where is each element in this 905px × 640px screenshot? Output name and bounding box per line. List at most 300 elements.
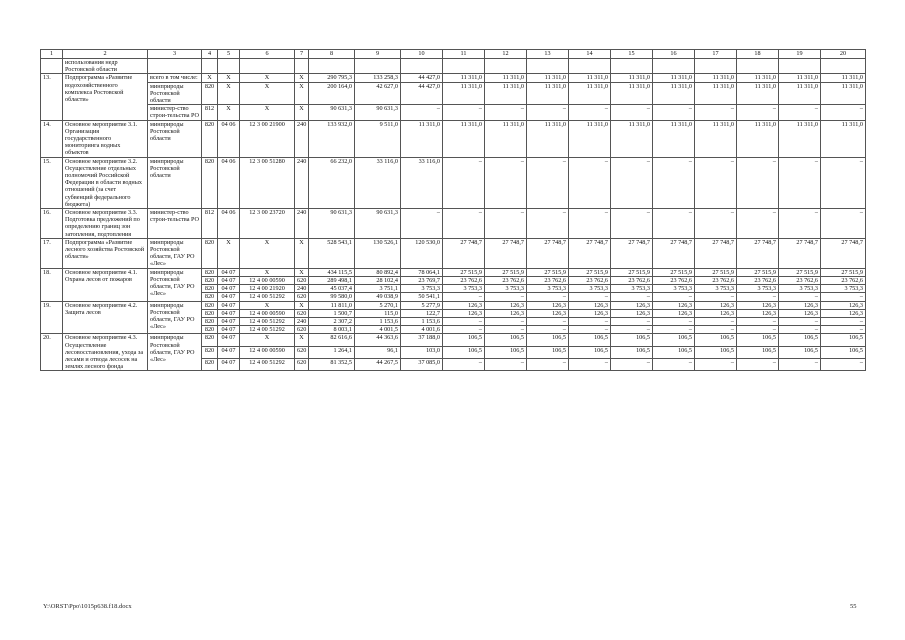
amount-cell: – [695, 358, 737, 370]
column-number: 9 [355, 50, 401, 59]
column-number: 20 [821, 50, 866, 59]
amount-cell: 11 311,0 [527, 82, 569, 105]
code-rzpr: X [218, 105, 240, 120]
table-row [41, 209, 866, 239]
amount-cell: 27 515,9 [653, 268, 695, 276]
empty-cell [527, 59, 569, 74]
amount-cell: – [821, 293, 866, 301]
amount-cell: – [485, 105, 527, 120]
amount-cell: 106,5 [527, 334, 569, 346]
amount-cell: – [527, 105, 569, 120]
amount-cell: – [779, 358, 821, 370]
amount-cell: 5 270,1 [355, 301, 401, 309]
code-vr: 240 [295, 209, 309, 239]
table-row [41, 120, 866, 157]
amount-cell: 106,5 [443, 346, 485, 358]
amount-cell: 3 753,3 [653, 285, 695, 293]
column-number: 14 [569, 50, 611, 59]
amount-cell: 27 748,7 [653, 238, 695, 268]
amount-cell: 27 515,9 [569, 268, 611, 276]
amount-cell: 28 102,4 [355, 276, 401, 284]
amount-cell: – [695, 293, 737, 301]
amount-cell: 27 748,7 [695, 238, 737, 268]
amount-cell: 45 037,4 [309, 285, 355, 293]
amount-cell: 82 616,6 [309, 334, 355, 346]
executor: министер-ство строи-тельства РО [148, 105, 202, 120]
amount-cell: 96,1 [355, 346, 401, 358]
amount-cell: – [821, 358, 866, 370]
empty-cell [779, 59, 821, 74]
code-rzpr: 04 06 [218, 120, 240, 157]
program-name: использования недр Ростовской области [63, 59, 148, 74]
amount-cell: 106,5 [569, 346, 611, 358]
amount-cell: 290 795,3 [309, 74, 355, 82]
amount-cell: 11 311,0 [443, 120, 485, 157]
amount-cell: 106,5 [653, 346, 695, 358]
amount-cell: 126,3 [653, 309, 695, 317]
amount-cell: 200 164,0 [309, 82, 355, 105]
amount-cell: – [779, 157, 821, 208]
code-rzpr: 04 06 [218, 157, 240, 208]
amount-cell: 11 311,0 [401, 120, 443, 157]
amount-cell: 434 115,5 [309, 268, 355, 276]
amount-cell: 90 631,3 [309, 105, 355, 120]
amount-cell: 80 892,4 [355, 268, 401, 276]
amount-cell: – [569, 157, 611, 208]
code-vr: 620 [295, 276, 309, 284]
amount-cell: 11 311,0 [737, 120, 779, 157]
amount-cell: 78 064,1 [401, 268, 443, 276]
amount-cell: 27 515,9 [485, 268, 527, 276]
amount-cell: 126,3 [611, 301, 653, 309]
amount-cell: – [779, 293, 821, 301]
amount-cell: – [695, 105, 737, 120]
code-rzpr: 04 07 [218, 276, 240, 284]
amount-cell: 27 748,7 [527, 238, 569, 268]
amount-cell: 27 515,9 [821, 268, 866, 276]
amount-cell: – [737, 317, 779, 325]
amount-cell: 27 515,9 [611, 268, 653, 276]
amount-cell: – [779, 326, 821, 334]
executor: всего в том числе: [148, 74, 202, 82]
code-rzpr: 04 07 [218, 317, 240, 325]
code-csr: 12 4 00 00590 [240, 346, 295, 358]
code-vr: 240 [295, 157, 309, 208]
amount-cell: 11 311,0 [569, 120, 611, 157]
amount-cell: – [569, 105, 611, 120]
amount-cell: 11 311,0 [737, 82, 779, 105]
amount-cell: 23 762,6 [653, 276, 695, 284]
amount-cell: 126,3 [653, 301, 695, 309]
code-csr: X [240, 238, 295, 268]
code-rzpr: 04 07 [218, 301, 240, 309]
amount-cell: – [401, 209, 443, 239]
code-csr: 12 4 00 21920 [240, 285, 295, 293]
amount-cell: – [737, 293, 779, 301]
program-name: Подпрограмма «Развитие водохозяйственного комплекса Ростовской области» [63, 74, 148, 120]
program-name: Основное мероприятие 4.1. Охрана лесов от пожаров [63, 268, 148, 301]
amount-cell: – [611, 358, 653, 370]
amount-cell: 11 311,0 [611, 82, 653, 105]
executor: министер-ство строи-тельства РО [148, 209, 202, 239]
row-number: 18. [41, 268, 63, 301]
empty-cell [309, 59, 355, 74]
amount-cell: – [695, 157, 737, 208]
amount-cell: 81 352,5 [309, 358, 355, 370]
amount-cell: – [401, 105, 443, 120]
code-grbs: 820 [202, 82, 218, 105]
code-rzpr: X [218, 82, 240, 105]
column-number: 3 [148, 50, 202, 59]
row-number: 20. [41, 334, 63, 371]
amount-cell: – [443, 105, 485, 120]
amount-cell: 3 753,3 [821, 285, 866, 293]
code-vr: 240 [295, 285, 309, 293]
code-grbs: 820 [202, 238, 218, 268]
amount-cell: 106,5 [527, 346, 569, 358]
amount-cell: 126,3 [737, 301, 779, 309]
amount-cell: 27 748,7 [611, 238, 653, 268]
amount-cell: 11 311,0 [485, 82, 527, 105]
amount-cell: 23 769,7 [401, 276, 443, 284]
code-grbs: 820 [202, 334, 218, 346]
code-rzpr: 04 07 [218, 268, 240, 276]
code-grbs: 812 [202, 105, 218, 120]
amount-cell: – [443, 326, 485, 334]
column-number: 17 [695, 50, 737, 59]
code-grbs: X [202, 74, 218, 82]
empty-cell [695, 59, 737, 74]
empty-cell [240, 59, 295, 74]
code-grbs: 820 [202, 285, 218, 293]
code-csr: X [240, 334, 295, 346]
code-grbs: 812 [202, 209, 218, 239]
amount-cell: 106,5 [821, 334, 866, 346]
amount-cell: 126,3 [821, 301, 866, 309]
code-vr: 240 [295, 317, 309, 325]
row-number [41, 59, 63, 74]
amount-cell: 133 932,0 [309, 120, 355, 157]
row-number: 13. [41, 74, 63, 120]
code-grbs: 820 [202, 358, 218, 370]
column-number: 2 [63, 50, 148, 59]
program-name: Основное мероприятие 3.2. Осуществление отдельных полномочий Российской Федерации в области водных отношений (за счет субвенций федерального бюджета) [63, 157, 148, 208]
amount-cell: 289 498,1 [309, 276, 355, 284]
empty-cell [653, 59, 695, 74]
code-csr: X [240, 268, 295, 276]
amount-cell: 11 311,0 [821, 74, 866, 82]
table-row [41, 82, 866, 105]
empty-cell [443, 59, 485, 74]
amount-cell: 5 277,9 [401, 301, 443, 309]
amount-cell: 106,5 [611, 346, 653, 358]
amount-cell: 11 311,0 [821, 82, 866, 105]
amount-cell: 106,5 [653, 334, 695, 346]
column-number: 10 [401, 50, 443, 59]
table-row [41, 74, 866, 82]
row-number: 17. [41, 238, 63, 268]
column-number: 8 [309, 50, 355, 59]
program-name: Основное мероприятие 4.2. Защита лесов [63, 301, 148, 334]
program-name: Основное мероприятие 3.3. Подготовка предложений по определению границ зон затопления, подтопления [63, 209, 148, 239]
code-csr: X [240, 74, 295, 82]
code-grbs: 820 [202, 301, 218, 309]
code-vr: X [295, 82, 309, 105]
amount-cell: 27 748,7 [485, 238, 527, 268]
amount-cell: 23 762,6 [821, 276, 866, 284]
amount-cell: 1 500,7 [309, 309, 355, 317]
amount-cell: – [695, 209, 737, 239]
amount-cell: – [443, 209, 485, 239]
column-number: 18 [737, 50, 779, 59]
amount-cell: 4 001,5 [355, 326, 401, 334]
code-vr: 620 [295, 358, 309, 370]
amount-cell: 126,3 [569, 309, 611, 317]
column-number: 11 [443, 50, 485, 59]
code-rzpr: 04 07 [218, 326, 240, 334]
program-name: Основное мероприятие 4.3. Осуществление лесовосстановления, ухода за лесами и отвода лесосек на землях лесного фонда [63, 334, 148, 371]
code-grbs: 820 [202, 268, 218, 276]
row-number: 14. [41, 120, 63, 157]
code-csr: 12 3 00 23720 [240, 209, 295, 239]
amount-cell: – [527, 358, 569, 370]
amount-cell: 126,3 [527, 309, 569, 317]
executor: минприроды Ростовской области, ГАУ РО «Лес» [148, 268, 202, 301]
amount-cell: 11 311,0 [653, 82, 695, 105]
amount-cell: 33 116,0 [355, 157, 401, 208]
row-number: 19. [41, 301, 63, 334]
amount-cell: 11 311,0 [443, 74, 485, 82]
amount-cell: – [821, 209, 866, 239]
amount-cell: 126,3 [485, 309, 527, 317]
amount-cell: – [611, 105, 653, 120]
amount-cell: – [737, 326, 779, 334]
code-grbs: 820 [202, 326, 218, 334]
amount-cell: 3 753,3 [401, 285, 443, 293]
amount-cell: 33 116,0 [401, 157, 443, 208]
table-row [41, 301, 866, 309]
amount-cell: 11 311,0 [779, 120, 821, 157]
code-vr: X [295, 268, 309, 276]
code-rzpr: 04 07 [218, 293, 240, 301]
amount-cell: 11 311,0 [569, 74, 611, 82]
code-rzpr: X [218, 74, 240, 82]
amount-cell: 126,3 [779, 309, 821, 317]
amount-cell: 3 753,3 [443, 285, 485, 293]
amount-cell: 126,3 [485, 301, 527, 309]
amount-cell: 106,5 [695, 346, 737, 358]
amount-cell: – [737, 209, 779, 239]
table-row [41, 334, 866, 346]
amount-cell: – [611, 209, 653, 239]
amount-cell: 126,3 [443, 309, 485, 317]
column-number: 6 [240, 50, 295, 59]
amount-cell: 106,5 [695, 334, 737, 346]
amount-cell: 49 038,9 [355, 293, 401, 301]
code-rzpr: 04 07 [218, 346, 240, 358]
amount-cell: 44 427,0 [401, 74, 443, 82]
amount-cell: 106,5 [737, 334, 779, 346]
code-rzpr: 04 07 [218, 309, 240, 317]
empty-cell [295, 59, 309, 74]
amount-cell: – [737, 105, 779, 120]
amount-cell: 27 515,9 [695, 268, 737, 276]
code-vr: 620 [295, 346, 309, 358]
code-vr: X [295, 74, 309, 82]
code-grbs: 820 [202, 346, 218, 358]
row-number: 15. [41, 157, 63, 208]
amount-cell: 27 515,9 [527, 268, 569, 276]
code-csr: 12 3 00 21900 [240, 120, 295, 157]
code-csr: 12 4 00 00590 [240, 309, 295, 317]
amount-cell: 11 311,0 [695, 120, 737, 157]
amount-cell: 27 748,7 [779, 238, 821, 268]
amount-cell: 126,3 [695, 309, 737, 317]
amount-cell: 126,3 [569, 301, 611, 309]
code-grbs: 820 [202, 276, 218, 284]
amount-cell: 106,5 [611, 334, 653, 346]
code-vr: 620 [295, 326, 309, 334]
executor: минприроды Ростовской области [148, 120, 202, 157]
table-row [41, 238, 866, 268]
amount-cell: 11 311,0 [653, 74, 695, 82]
executor: минприроды Ростовской области [148, 82, 202, 105]
amount-cell: 9 511,0 [355, 120, 401, 157]
amount-cell: – [485, 358, 527, 370]
code-vr: X [295, 238, 309, 268]
row-number: 16. [41, 209, 63, 239]
code-grbs: 820 [202, 157, 218, 208]
amount-cell: – [653, 326, 695, 334]
amount-cell: 126,3 [737, 309, 779, 317]
column-number: 1 [41, 50, 63, 59]
executor: минприроды Ростовской области [148, 157, 202, 208]
amount-cell: – [821, 105, 866, 120]
amount-cell: – [653, 317, 695, 325]
amount-cell: 106,5 [737, 346, 779, 358]
amount-cell: 27 748,7 [821, 238, 866, 268]
amount-cell: 120 530,0 [401, 238, 443, 268]
amount-cell: 23 762,6 [737, 276, 779, 284]
amount-cell: – [485, 326, 527, 334]
amount-cell: 528 543,1 [309, 238, 355, 268]
amount-cell: – [569, 317, 611, 325]
code-csr: X [240, 301, 295, 309]
column-number: 12 [485, 50, 527, 59]
amount-cell: 11 311,0 [737, 74, 779, 82]
amount-cell: 11 311,0 [611, 74, 653, 82]
amount-cell: – [821, 317, 866, 325]
amount-cell: 3 753,3 [737, 285, 779, 293]
amount-cell: – [653, 358, 695, 370]
amount-cell: – [443, 358, 485, 370]
amount-cell: 106,5 [485, 334, 527, 346]
amount-cell: 11 311,0 [485, 74, 527, 82]
column-number: 13 [527, 50, 569, 59]
amount-cell: – [653, 105, 695, 120]
amount-cell: 11 311,0 [779, 82, 821, 105]
amount-cell: 3 753,3 [695, 285, 737, 293]
code-csr: 12 4 00 00590 [240, 276, 295, 284]
amount-cell: 11 311,0 [569, 82, 611, 105]
amount-cell: 23 762,6 [443, 276, 485, 284]
amount-cell: 126,3 [695, 301, 737, 309]
amount-cell: 2 307,2 [309, 317, 355, 325]
amount-cell: 8 003,1 [309, 326, 355, 334]
code-rzpr: 04 06 [218, 209, 240, 239]
amount-cell: 126,3 [443, 301, 485, 309]
amount-cell: – [569, 293, 611, 301]
amount-cell: 11 311,0 [695, 82, 737, 105]
executor: минприроды Ростовской области, ГАУ РО «Лес» [148, 238, 202, 268]
footer-file-path: Y:\ORST\Ppo\1015p638.f18.docx [43, 603, 132, 610]
code-rzpr: 04 07 [218, 358, 240, 370]
amount-cell: 3 753,3 [569, 285, 611, 293]
amount-cell: 122,7 [401, 309, 443, 317]
amount-cell: 106,5 [485, 346, 527, 358]
amount-cell: 27 748,7 [737, 238, 779, 268]
amount-cell: – [653, 157, 695, 208]
amount-cell: 1 153,6 [401, 317, 443, 325]
amount-cell: – [611, 157, 653, 208]
code-csr: X [240, 82, 295, 105]
amount-cell: – [485, 157, 527, 208]
code-grbs: 820 [202, 309, 218, 317]
amount-cell: 50 541,1 [401, 293, 443, 301]
amount-cell: 103,0 [401, 346, 443, 358]
amount-cell: – [527, 293, 569, 301]
amount-cell: 106,5 [821, 346, 866, 358]
amount-cell: – [653, 209, 695, 239]
amount-cell: 130 526,1 [355, 238, 401, 268]
amount-cell: 3 753,3 [527, 285, 569, 293]
amount-cell: 23 762,6 [527, 276, 569, 284]
column-number: 19 [779, 50, 821, 59]
empty-cell [611, 59, 653, 74]
executor: минприроды Ростовской области, ГАУ РО «Лес» [148, 301, 202, 334]
amount-cell: – [695, 326, 737, 334]
amount-cell: – [611, 293, 653, 301]
amount-cell: 106,5 [443, 334, 485, 346]
empty-cell [485, 59, 527, 74]
amount-cell: – [779, 317, 821, 325]
empty-cell [737, 59, 779, 74]
amount-cell: – [527, 157, 569, 208]
amount-cell: 90 631,3 [355, 209, 401, 239]
amount-cell: 106,5 [779, 346, 821, 358]
amount-cell: 133 258,3 [355, 74, 401, 82]
amount-cell: 37 188,0 [401, 334, 443, 346]
code-csr: 12 4 00 51292 [240, 317, 295, 325]
empty-cell [148, 59, 202, 74]
amount-cell: 90 631,3 [355, 105, 401, 120]
amount-cell: 11 311,0 [443, 82, 485, 105]
code-vr: X [295, 105, 309, 120]
amount-cell: 11 311,0 [527, 74, 569, 82]
document-page [40, 49, 866, 371]
amount-cell: 1 153,6 [355, 317, 401, 325]
table-body [41, 50, 866, 371]
code-csr: 12 4 00 51292 [240, 358, 295, 370]
code-rzpr: 04 07 [218, 334, 240, 346]
code-grbs: 820 [202, 293, 218, 301]
column-number: 4 [202, 50, 218, 59]
column-number: 7 [295, 50, 309, 59]
amount-cell: 27 515,9 [443, 268, 485, 276]
amount-cell: 44 363,6 [355, 334, 401, 346]
amount-cell: – [737, 157, 779, 208]
amount-cell: – [653, 293, 695, 301]
